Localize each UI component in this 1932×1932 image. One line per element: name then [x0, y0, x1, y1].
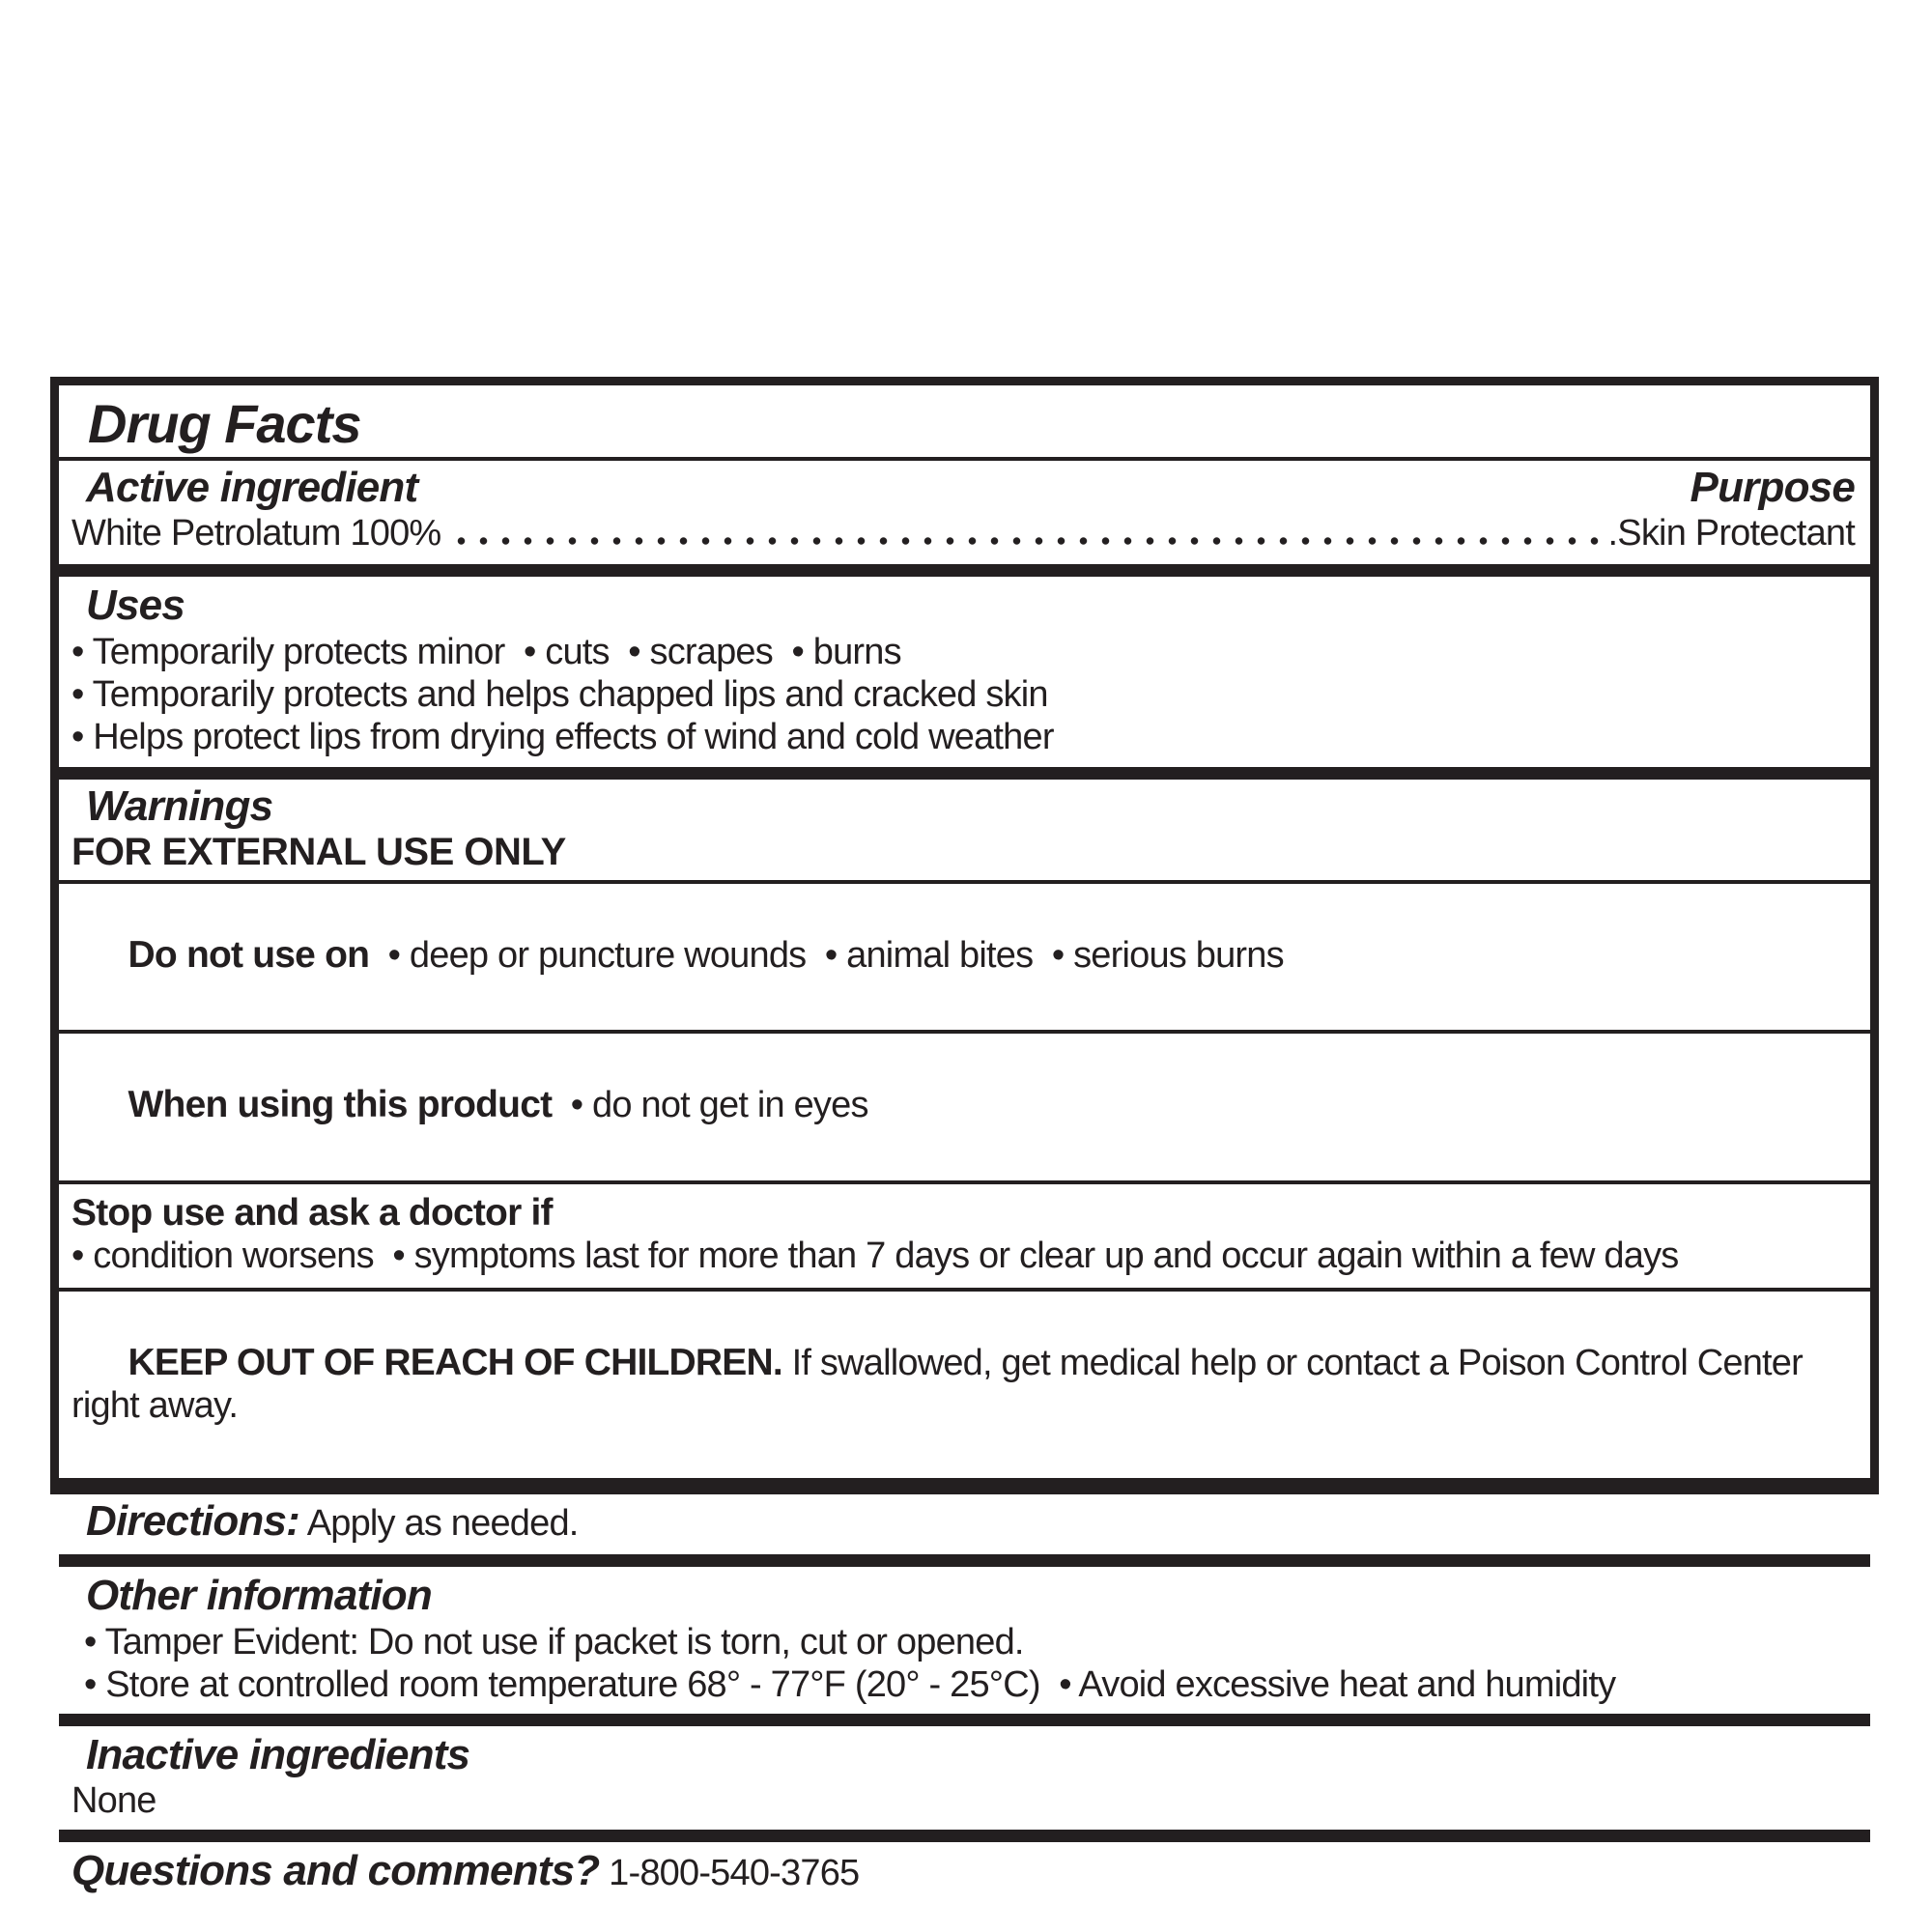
warning-when-using: [59, 1034, 1870, 1176]
uses-item: • Temporarily protects minor • cuts • scrapes • burns: [71, 632, 901, 673]
active-ingredient-heading: Active ingredient: [86, 464, 418, 511]
uses-heading: Uses: [86, 581, 185, 629]
keep-out-lead: KEEP OUT OF REACH OF CHILDREN.: [128, 1342, 782, 1384]
purpose-heading: Purpose: [1690, 464, 1855, 511]
uses-section: [59, 564, 1870, 767]
do-not-use-lead: Do not use on: [128, 934, 370, 977]
warning-stop-use: [59, 1184, 1870, 1284]
stop-use-heading: Stop use and ask a doctor if: [71, 1191, 553, 1234]
warnings-heading: Warnings: [86, 781, 273, 830]
other-information-heading: Other information: [86, 1571, 432, 1619]
active-ingredient-name: White Petrolatum 100%: [71, 513, 441, 554]
other-information-item: • Tamper Evident: Do not use if packet is torn, cut or opened.: [84, 1622, 1024, 1663]
external-use-warning: FOR EXTERNAL USE ONLY: [71, 830, 566, 873]
active-ingredient-purpose: .Skin Protectant: [1607, 513, 1855, 554]
questions-phone: 1-800-540-3765: [599, 1852, 860, 1893]
when-using-text: • do not get in eyes: [552, 1085, 868, 1126]
active-ingredient-section: [59, 461, 1870, 564]
uses-item: • Helps protect lips from drying effects of wind and cold weather: [71, 717, 1054, 758]
directions-heading: Directions:: [86, 1496, 300, 1545]
title-section: [59, 385, 1870, 461]
other-information-item: • Store at controlled room temperature 68° - 77°F (20° - 25°C) • Avoid excessive heat and humidity: [84, 1664, 1616, 1706]
dot-leader: [450, 536, 1600, 546]
directions-text: Apply as needed.: [299, 1502, 579, 1544]
warnings-section: [59, 767, 1870, 1478]
drug-facts-label: [50, 377, 1879, 1894]
warning-keep-out: [59, 1292, 1870, 1477]
other-information-section: [59, 1554, 1870, 1715]
stop-use-text: • condition worsens • symptoms last for more than 7 days or clear up and occur again within a few days: [71, 1235, 1679, 1276]
inactive-ingredients-text: None: [71, 1779, 156, 1821]
keep-out-text: If swallowed, get medical help or contact a Poison Control Center right away.: [71, 1343, 1812, 1427]
when-using-lead: When using this product: [128, 1084, 553, 1126]
inactive-ingredients-heading: Inactive ingredients: [86, 1731, 470, 1779]
inactive-ingredients-section: [59, 1714, 1870, 1829]
do-not-use-text: • deep or puncture wounds • animal bites • serious burns: [369, 935, 1284, 977]
warning-do-not-use: [59, 884, 1870, 1026]
questions-section: [59, 1830, 1870, 1904]
drug-facts-title: Drug Facts: [88, 393, 361, 454]
questions-heading: Questions and comments?: [71, 1846, 600, 1894]
uses-item: • Temporarily protects and helps chapped lips and cracked skin: [71, 674, 1048, 716]
directions-section: [59, 1478, 1870, 1554]
